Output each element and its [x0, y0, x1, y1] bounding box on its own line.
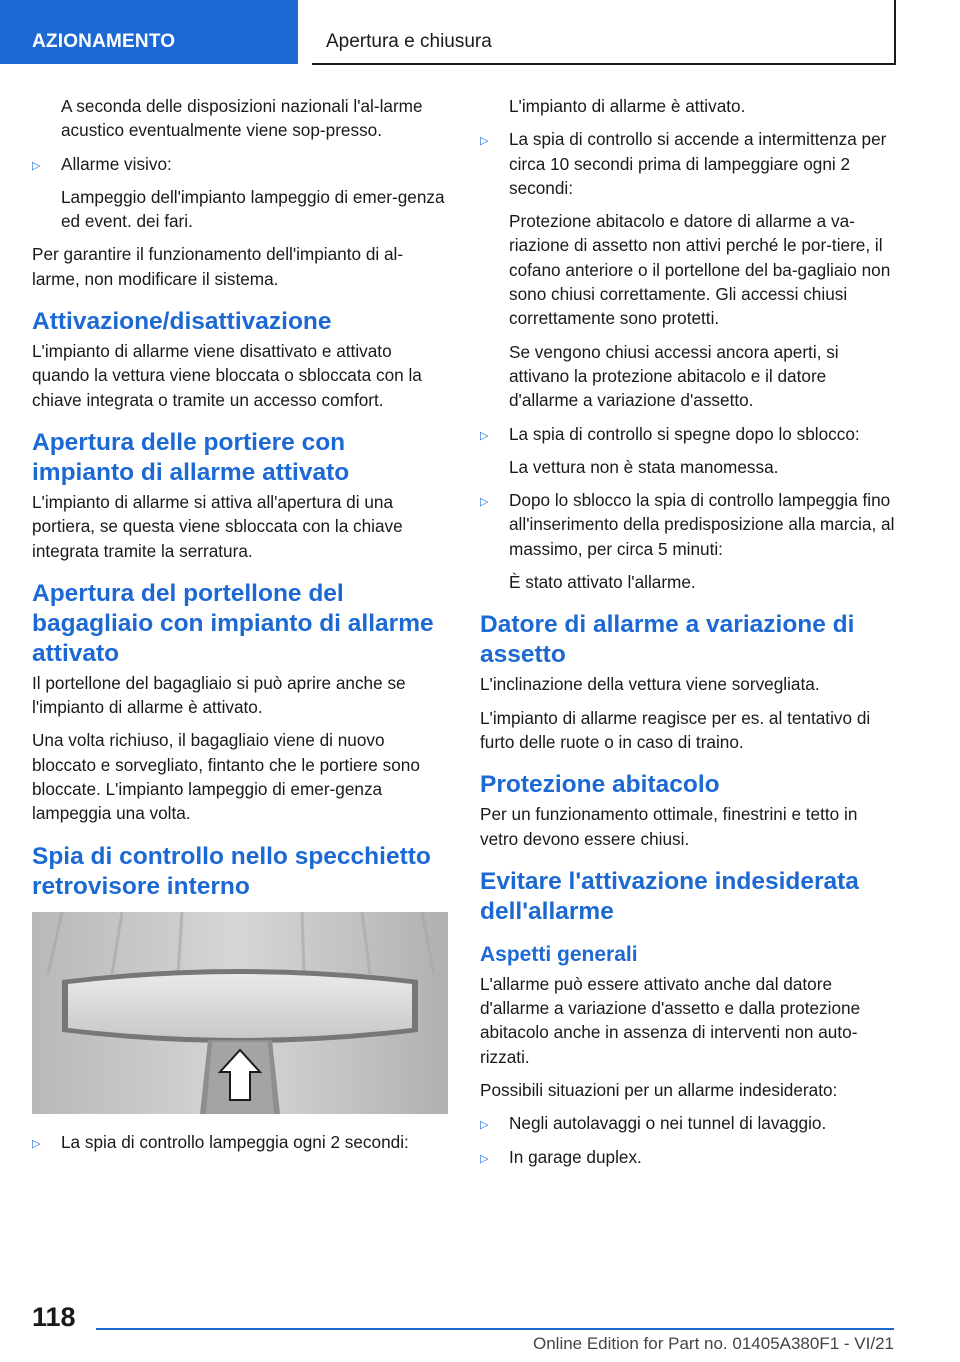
paragraph: L'impianto di allarme si attiva all'apertura di una portiera, se questa viene sbloccata con la chiave integrata tramite la serratura. — [32, 491, 403, 561]
triangle-bullet-icon: ▷ — [480, 429, 489, 442]
triangle-bullet-icon: ▷ — [480, 1119, 489, 1132]
section-heading: Datore di allarme a variazione di assetto — [480, 611, 855, 669]
paragraph: Per un funzionamento ottimale, finestrini e tetto in vetro devono essere chiusi. — [480, 804, 858, 849]
rearview-mirror-image — [32, 912, 448, 1114]
section-heading: Attivazione/disattivazione — [32, 308, 332, 336]
chapter-title: Apertura e chiusura — [326, 31, 492, 52]
paragraph: L'impianto di allarme viene disattivato e attivato quando la vettura viene bloccata o sbloccata con la chiave integrata o tramite un accesso comfort. — [32, 341, 422, 410]
list-item: ▷ La spia di controllo lampeggia ogni 2 secondi: — [32, 1130, 448, 1154]
paragraph: L'inclinazione della vettura viene sorvegliata. — [480, 674, 820, 695]
paragraph: È stato attivato l'allarme. — [509, 572, 696, 593]
triangle-bullet-icon: ▷ — [32, 159, 41, 172]
paragraph: Lampeggio dell'impianto lampeggio di emer-genza ed event. dei fari. — [61, 186, 445, 232]
list-item: ▷ Negli autolavaggi o nei tunnel di lavaggio. — [480, 1111, 896, 1135]
list-item: ▷ Allarme visivo: — [32, 152, 448, 176]
paragraph: Possibili situazioni per un allarme indesiderato: — [480, 1080, 838, 1101]
chapter-header — [312, 0, 896, 65]
paragraph: L'impianto di allarme reagisce per es. al tentativo di furto delle ruote o in caso di traino. — [480, 707, 871, 752]
paragraph: Protezione abitacolo e datore di allarme a va-riazione di assetto non attivi perché le por-tiere, il cofano anteriore o il portellone del ba-gagliaio non sono chiusi correttamente. Gli accessi chiusi correttamente sono protetti. — [509, 211, 891, 329]
footer-divider — [96, 1328, 894, 1330]
list-item: ▷ La spia di controllo si spegne dopo lo sblocco: — [480, 422, 896, 446]
paragraph: L'impianto di allarme è attivato. — [509, 96, 746, 116]
section-tab — [0, 0, 298, 64]
paragraph: Il portellone del bagagliaio si può aprire anche se l'impianto di allarme è attivato. — [32, 672, 406, 718]
left-column — [32, 94, 448, 1163]
section-heading: Protezione abitacolo — [480, 771, 720, 799]
paragraph: A seconda delle disposizioni nazionali l'al-larme acustico eventualmente viene sop-presso. — [61, 96, 423, 141]
triangle-bullet-icon: ▷ — [32, 1137, 41, 1150]
page-number: 118 — [32, 1302, 76, 1332]
paragraph: Per garantire il funzionamento dell'impianto di al-larme, non modificare il sistema. — [32, 244, 404, 289]
paragraph: L'allarme può essere attivato anche dal datore d'allarme a variazione d'assetto e dalla protezione abitacolo anche in assenza di interventi non auto-rizzati. — [480, 973, 861, 1067]
list-item: ▷ La spia di controllo si accende a intermittenza per circa 10 secondi prima di lampeggiare ogni 2 secondi: — [480, 129, 887, 198]
section-heading: Evitare l'attivazione indesiderata dell'allarme — [480, 867, 859, 925]
edition-footer: Online Edition for Part no. 01405A380F1 - VI/21 — [532, 1334, 894, 1353]
list-item: ▷ Dopo lo sblocco la spia di controllo lampeggia fino all'inserimento della predisposizione alla marcia, al massimo, per circa 5 minuti: — [480, 490, 895, 559]
list-item: ▷ In garage duplex. — [480, 1145, 896, 1169]
triangle-bullet-icon: ▷ — [480, 1152, 489, 1165]
paragraph: Una volta richiuso, il bagagliaio viene di nuovo bloccato e sorvegliato, fintanto che le portiere sono bloccate. L'impianto lampeggio di emer-genza lampeggia una volta. — [32, 730, 420, 824]
section-heading: Apertura del portellone del bagagliaio con impianto di allarme attivato — [32, 579, 434, 667]
section-heading: Apertura delle portiere con impianto di allarme attivato — [32, 428, 350, 486]
section-title: AZIONAMENTO — [32, 31, 176, 52]
right-column — [480, 94, 896, 1178]
section-heading: Spia di controllo nello specchietto retrovisore interno — [32, 842, 431, 900]
paragraph: Se vengono chiusi accessi ancora aperti, si attivano la protezione abitacolo e il datore d'allarme a variazione d'assetto. — [509, 341, 839, 411]
subsection-heading: Aspetti generali — [480, 942, 638, 966]
triangle-bullet-icon: ▷ — [480, 496, 489, 509]
paragraph: La vettura non è stata manomessa. — [509, 456, 779, 477]
triangle-bullet-icon: ▷ — [480, 135, 489, 148]
